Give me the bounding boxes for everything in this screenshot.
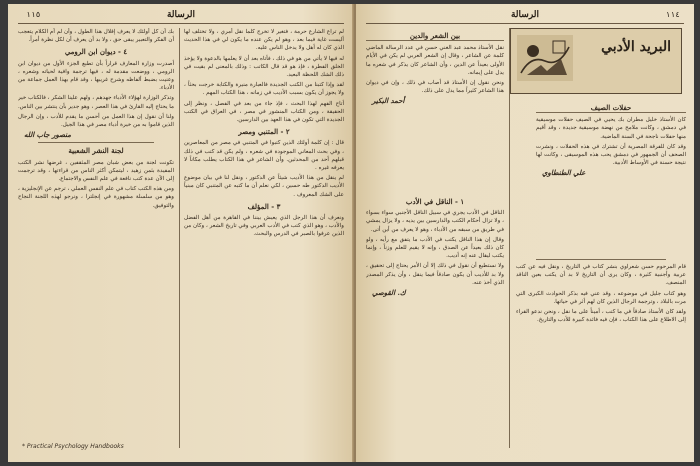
- footnote: * Practical Psychology Handbooks: [22, 443, 124, 450]
- right-page-lower-left-column: [366, 194, 504, 452]
- paragraph: لقد وإذا كتبنا من الكتب الجديدة فالعبارة منيرة والكتابة خرجت بحثاً ، ولا يجوز أن يكون بسبب الأديب في زمانه ، هذا الكتاب المهم .: [184, 82, 344, 97]
- right-page-number: ١١٤: [665, 10, 680, 19]
- masthead-illustration-icon: [517, 35, 573, 81]
- column-divider: [509, 28, 510, 448]
- section-masthead: [510, 28, 682, 94]
- paragraph: قام المرحوم حسن شعراوي بنشر كتاب في التاريخ ، ونقل فيه عن كتب عربية وأجنبية كثيرة ، وكان يرى أن التاريخ لا بد أن يكتب بعين الناقد المنصف.: [516, 264, 686, 287]
- section-heading: حفلات الصيف: [536, 104, 686, 113]
- paragraph: لم ينقل من هذا الأديب شيئاً عن الدكتور ، ونقل لنا في بيان موضوع الأديب الدكتور طه حسين ، لكي نعلم أن ما كتبه عن المتنبي كان مبنياً على الشك المعروف .: [184, 175, 344, 198]
- paragraph: ونعرف أن هذا الرجل الذي يعيش بيننا في القاهرة من أهل الفضل والأدب ، وهو الذي كتب في الأدب العربي وفي تاريخ الشعر ، وكان من الذين عرفوا بالصبر في الدرس والبحث.: [184, 215, 344, 238]
- paragraph: لم تراع الشارع حرمة ، فتغير لا تخرج كلما نقل أمري ، ولا تختلف لها أليست غاية فيما بعد ، وهو لم يكن عنده ما يكون لي في هذا الحديث الذي كان له أهل ولا يدخل الناس عليه.: [184, 29, 344, 52]
- paragraph: قال : إن كلمة أولئك الذين كتبوا في المتنبي في مصر من المعاصرين ، وفي بحث المعاني الموجودة في شعره ، ولم يكن قد كتب في ذلك قبلهم أحد من المحدثين. وأن الشاعر في هذا الكتاب يطلب مكاناً لا يعرفه غيره .: [184, 140, 344, 172]
- divider-rule: [536, 259, 666, 260]
- author-signature: ك. القوصي: [372, 288, 406, 298]
- right-page: [356, 4, 694, 462]
- left-page-header: [18, 10, 344, 24]
- paragraph: ولا نستطيع أن نقول في ذلك إلا أن الأمر يحتاج إلى تحقيق ، ولا بد للأديب أن يكون صادقاً فيما ينقل ، وأن يذكر المصدر الذي أخذ عنه.: [366, 263, 504, 286]
- paragraph: ولقد كان الأستاذ صادقاً في ما كتب ، أميناً على ما نقل ، ونحن ندعو القراء إلى الاطلاع على هذا الكتاب ، فإن فيه فائدة كبيرة للأدب والتاريخ.: [516, 309, 686, 324]
- section-heading: ١ - الناقل في الأدب: [405, 197, 465, 206]
- paragraph: ونحن نقول إن الأستاذ قد أصاب في ذلك ، وإن في ديوان هذا الشاعر كثيراً مما يدل على ذلك.: [366, 80, 504, 95]
- paragraph: وتذكر الوزارة لهؤلاء الأدباء جهدهم ، ولهم علينا الشكر ، فالكتاب خير ما يحتاج إليه القارئ في هذا العصر ، وهو جدير بأن ينتشر بين الناس.: [18, 95, 174, 110]
- left-running-title: الرسالة: [166, 10, 196, 20]
- paragraph: له فيها لا يأتي من هو في ذلك ، فأتاه بعد أن لا يعلمها بالدعوة ولا يؤخذ الخلق الفطرة ، فإذ هو قد قال الكاتب : وذلك بالمعنى لم بقيت في ذلك الشك اللحظة البعيد.: [184, 55, 344, 79]
- author-signature: أحمد البكير: [372, 96, 405, 106]
- magazine-spread: [8, 4, 694, 462]
- section-heading: ٤ - ديوان ابن الرومي: [64, 47, 128, 57]
- paragraph: تكونت لجنة من بعض شبان مصر المثقفين ، غرضها نشر الكتب المفيدة بثمن زهيد ، ليتمكن أكثر الناس من قراءتها ، وقد ترجمت إلى الآن عدة كتب نافعة في علم النفس والاجتماع.: [18, 159, 174, 183]
- paragraph: كان الأستاذ خليل مطران بك يحيي في الصيف حفلات موسيقية في دمشق ، وكانت ملامح من نهضة موسيقية جديدة ، وقد أقيم منها حفلات ناجحة في السنة الماضية.: [536, 117, 686, 140]
- paragraph: وقد كان للفرقة المصرية أن تشترك في هذه الحفلات ، ونشرت الصحف أن الجمهور في دمشق يحب هذه الموسيقى ، وكانت لها نتيجة حسنة في الأوساط الأدبية.: [536, 143, 686, 167]
- paragraph: نقل الأستاذ محمد عبد الغني حسن في عدد الرسالة الماضي كلمة عن الشاعر ، وقال إن الشعر العربي لم يكن في الأيام الأولى بعيداً عن الدين ، وأن الشاعر كان يذكر في شعره ما يدل على إيمانه.: [366, 45, 504, 76]
- author-signature: منصور جاب الله: [24, 130, 72, 140]
- paragraph: بك أن كل أولئك لا يعرف إقلال هذا الطول ، وأن لم أم الكلام يتعجب أن الفكر والتعبير يبقى حق ، ولا بد أن يعرف أن لكل نظرة أمراً.: [18, 29, 174, 44]
- right-page-header: [366, 10, 684, 24]
- section-heading: ٢ - المتنبي ومصر: [238, 127, 290, 137]
- right-page-box-left: [366, 28, 504, 188]
- section-heading: بين الشعر والدين: [366, 32, 504, 41]
- column-divider: [179, 28, 180, 448]
- paragraph: أصدرت وزارة المعارف قراراً بأن تطبع الجزء الأول من ديوان ابن الرومي ، ووضعت مقدمة له ، فيها ترجمة وافية لحياته وشعره ، وعنيت بضبط ألفاظه وشرح غريبها ، وقد قام بهذا العمل جماعة من الأدباء.: [18, 60, 174, 92]
- author-signature: علي الطنطاوي: [542, 168, 586, 178]
- masthead-title: البريد الأدبي: [601, 39, 671, 55]
- paragraph: وهو كتاب جليل في موضوعه ، وقد عني فيه بذكر الحوادث الكبرى التي مرت بالبلاد ، وترجمة الرجال الذين كان لهم أثر في حياتها.: [516, 290, 686, 305]
- paragraph: ولنا أن نقول إن هذا العمل من أحسن ما يقدم للأدب ، وإن الرجال الذين قاموا به من خيرة أدباء مصر في هذا الجيل.: [18, 113, 174, 129]
- paragraph: الناقل في الأدب يجري في سبيل الناقل الأجنبي سواء بسواء ، ولا تزال أحكام الكتب والدارسين بين يديه ، ولا يزال يمشي في طريق من سبقه من الأدباء ، وهو لا يعرف من أين أتى.: [366, 210, 504, 233]
- paragraph: أتاح الفهم لهذا البحث ، فإذ جاء من بعد في الفصل ، ونظر إلى الحقيقة ، ومن الكتاب المنشور في مصر ، في العراق في الكتب الجديدة التي تكون في هذا العهد بين الدارسين.: [184, 100, 344, 124]
- right-page-lower-right-column: [516, 256, 686, 452]
- section-heading: لجنة النشر الشعبية: [68, 146, 124, 156]
- right-page-box-right: [536, 100, 686, 250]
- paragraph: ومن هذه الكتب كتاب في علم النفس العملي ، ترجم عن الإنجليزية ، وهو من سلسلة مشهورة في إنجلترا ، ونرجو لهذه اللجنة النجاح والتوفيق.: [18, 186, 174, 209]
- right-running-title: الرسالة: [510, 10, 540, 20]
- divider-rule: [38, 142, 154, 143]
- left-page-number: ١١٥: [26, 10, 41, 19]
- left-page-right-column: [184, 28, 344, 448]
- section-heading: ٣ - المؤلف: [247, 201, 281, 211]
- paragraph: وقال إن هذا الناقل يكتب في الأدب ما يتفق مع رأيه ، ولو كان ذلك بعيداً عن الصدق ، وإنه لا يقيم للعلم وزناً ، وإنما يكتب ليقال عنه إنه أديب.: [366, 236, 504, 260]
- left-page: [8, 4, 354, 462]
- left-page-left-column: [18, 28, 174, 438]
